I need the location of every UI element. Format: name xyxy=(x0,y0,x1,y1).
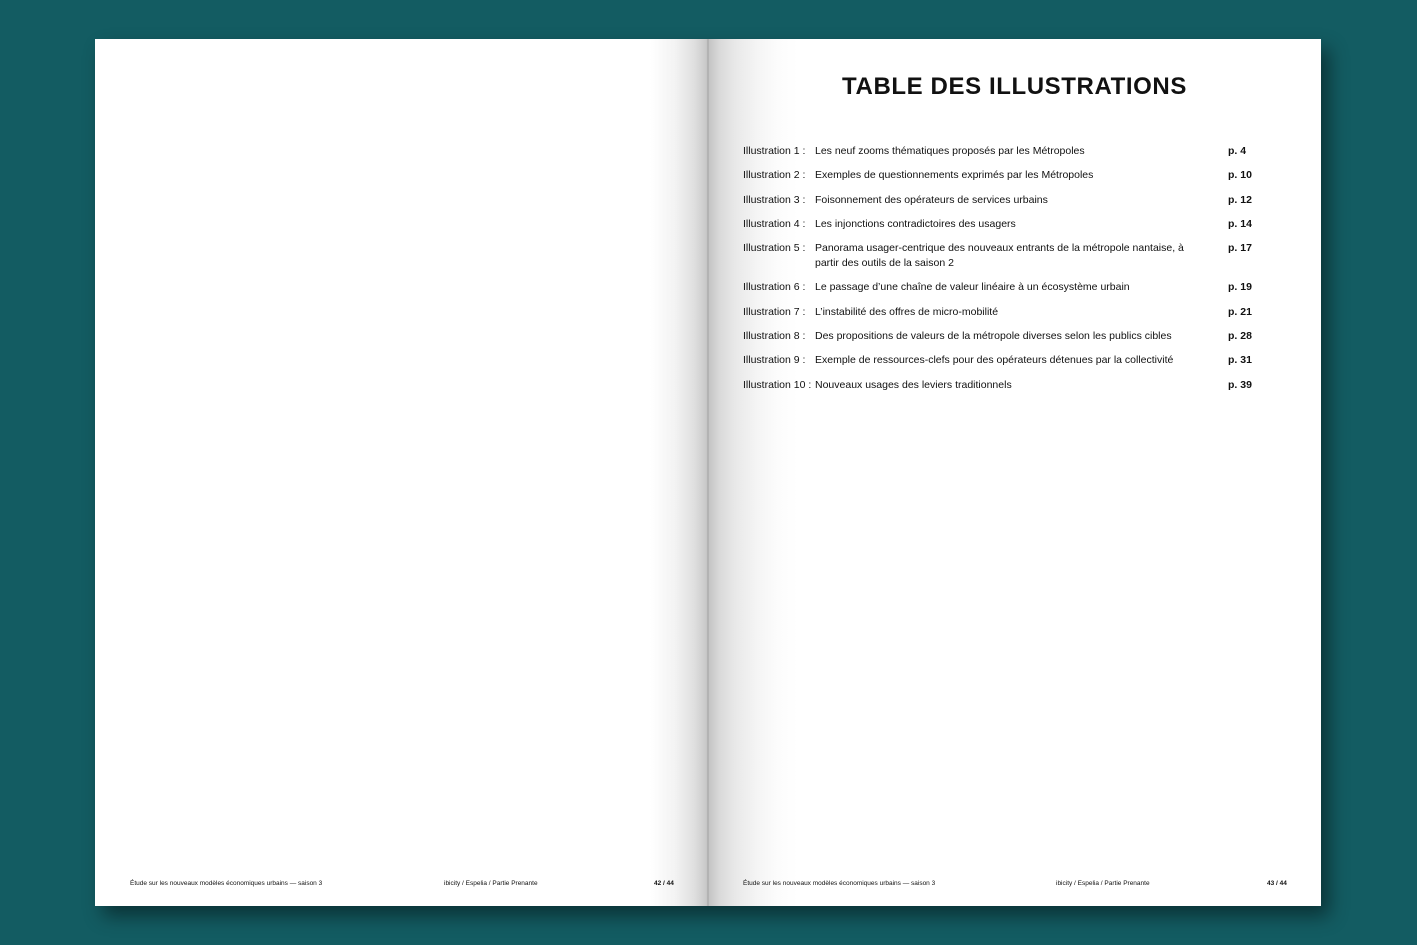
toc-entry xyxy=(743,144,1263,159)
right-page xyxy=(708,39,1321,906)
right-footer-page-number: 43 / 44 xyxy=(1267,880,1287,887)
toc-entry xyxy=(743,168,1263,183)
toc-entry xyxy=(743,353,1263,368)
book-spread xyxy=(95,39,1321,906)
toc-entry-page: p. 10 xyxy=(1228,169,1252,182)
toc-entry-page: p. 19 xyxy=(1228,281,1252,294)
toc-entry-title: Exemples de questionnements exprimés par les Métropoles xyxy=(815,169,1094,182)
toc-entry xyxy=(743,193,1263,208)
toc-entry-page: p. 12 xyxy=(1228,193,1252,206)
toc-entry xyxy=(743,329,1263,344)
toc-entry-label: Illustration 9 : xyxy=(743,354,806,367)
toc-entry-page: p. 21 xyxy=(1228,305,1252,318)
toc-entry-label: Illustration 10 : xyxy=(743,378,812,391)
toc-entry xyxy=(743,280,1263,295)
toc-entry-title: Des propositions de valeurs de la métropole diverses selon les publics cibles xyxy=(815,330,1172,343)
toc-entry-title: Panorama usager-centrique des nouveaux entrants de la métropole nantaise, à partir des outils de la saison 2 xyxy=(815,242,1184,270)
toc-entry xyxy=(743,378,1263,393)
toc-entry-title: Les injonctions contradictoires des usagers xyxy=(815,217,1016,230)
toc-entry-title: Nouveaux usages des leviers traditionnels xyxy=(815,378,1012,391)
toc-entry xyxy=(743,241,1263,271)
page-title: TABLE DES ILLUSTRATIONS xyxy=(842,73,1187,100)
toc-entry-label: Illustration 7 : xyxy=(743,305,806,318)
right-footer-authors: ibicity / Espelia / Partie Prenante xyxy=(1056,880,1150,887)
toc-entry-title: Foisonnement des opérateurs de services urbains xyxy=(815,193,1048,206)
toc-entry-label: Illustration 3 : xyxy=(743,193,806,206)
toc-entry-label: Illustration 5 : xyxy=(743,242,806,255)
toc-entry-label: Illustration 4 : xyxy=(743,217,806,230)
toc-entry-title: Le passage d’une chaîne de valeur linéaire à un écosystème urbain xyxy=(815,281,1130,294)
left-footer-page-number: 42 / 44 xyxy=(654,880,674,887)
toc-entry-label: Illustration 1 : xyxy=(743,145,806,157)
toc-entry-page: p. 39 xyxy=(1228,378,1252,391)
toc-entry-page: p. 17 xyxy=(1228,242,1252,255)
left-footer-study: Étude sur les nouveaux modèles économiques urbains — saison 3 xyxy=(130,880,323,887)
toc-entry-label: Illustration 2 : xyxy=(743,169,806,182)
book-spine xyxy=(707,39,709,906)
toc-entry-title: Les neuf zooms thématiques proposés par les Métropoles xyxy=(815,145,1085,157)
toc-entry-title: L’instabilité des offres de micro-mobilité xyxy=(815,305,999,318)
toc-entry-page: p. 4 xyxy=(1228,145,1247,157)
left-page xyxy=(95,39,708,906)
right-footer-study: Étude sur les nouveaux modèles économiques urbains — saison 3 xyxy=(743,880,936,887)
table-of-illustrations xyxy=(743,144,1263,402)
toc-entry xyxy=(743,217,1263,232)
toc-entry-label: Illustration 8 : xyxy=(743,330,806,343)
left-footer-authors: ibicity / Espelia / Partie Prenante xyxy=(444,880,538,887)
toc-entry-page: p. 28 xyxy=(1228,330,1252,343)
toc-entry-page: p. 14 xyxy=(1228,217,1252,230)
toc-entry-page: p. 31 xyxy=(1228,354,1252,367)
toc-entry xyxy=(743,305,1263,320)
toc-entry-title: Exemple de ressources-clefs pour des opérateurs détenues par la collectivité xyxy=(815,354,1174,367)
toc-entry-label: Illustration 6 : xyxy=(743,281,806,294)
